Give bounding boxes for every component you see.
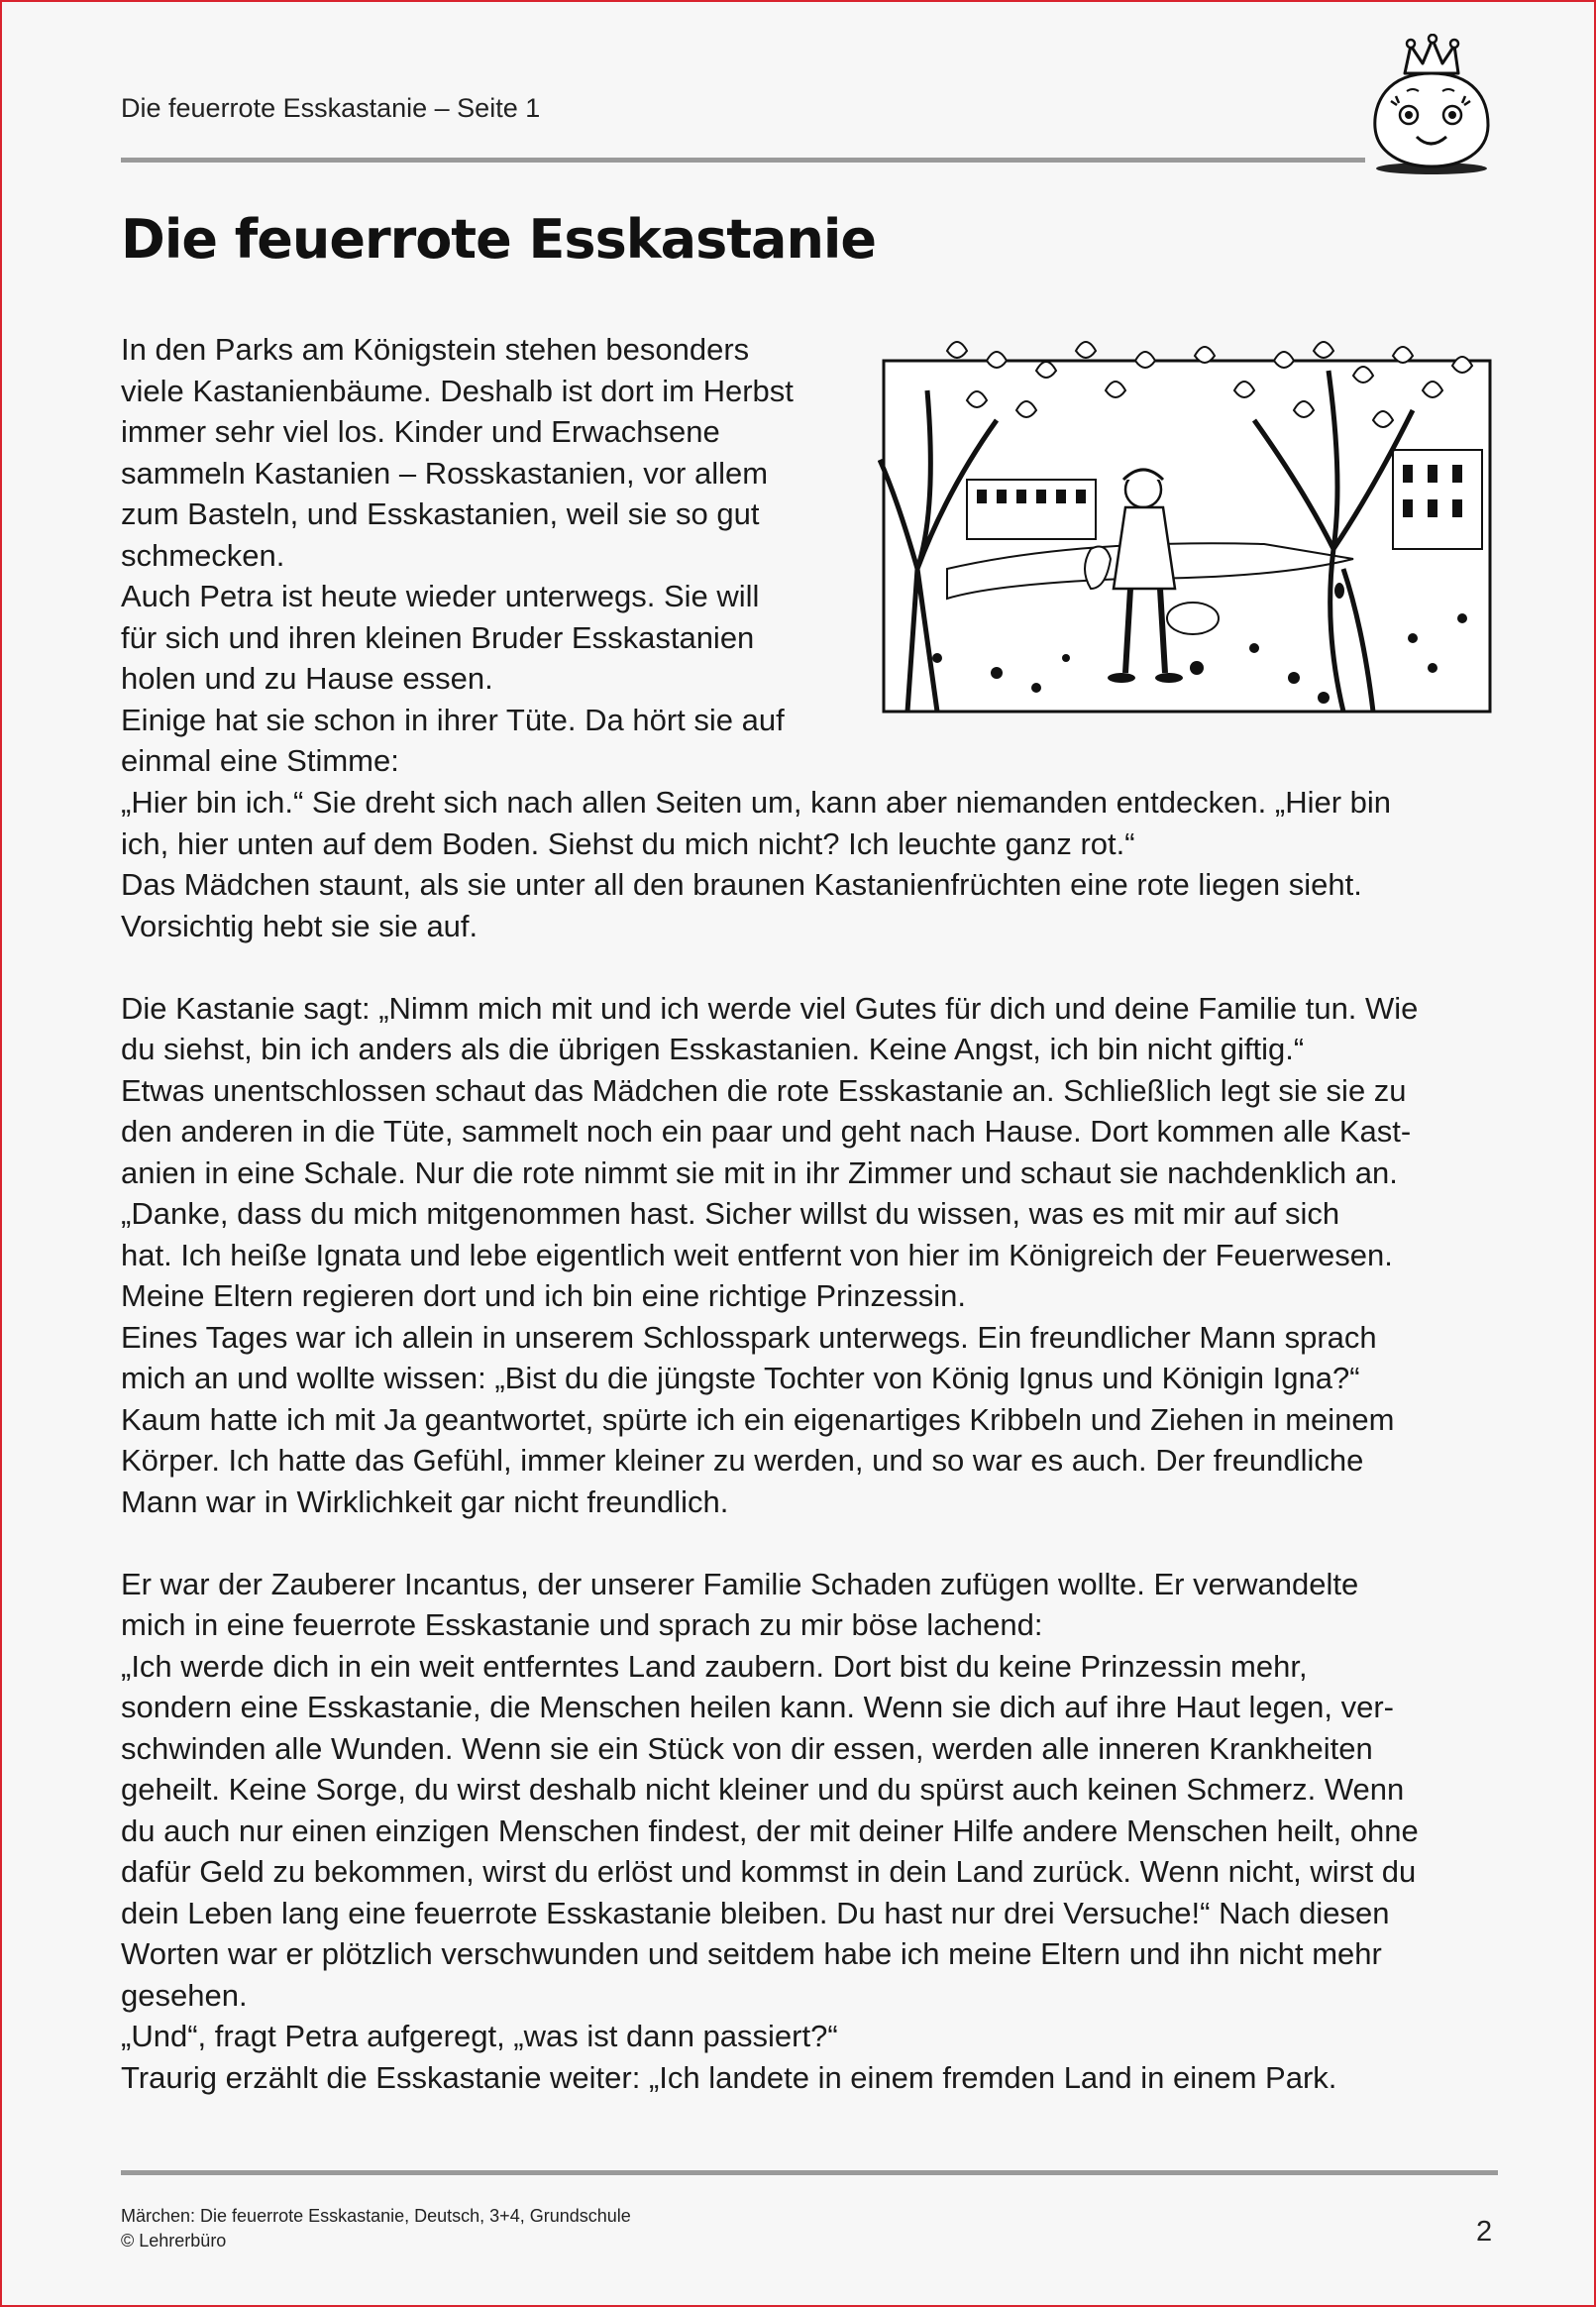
header-divider (121, 158, 1365, 163)
paragraph-gap (121, 946, 1503, 988)
footer-copyright: © Lehrerbüro (121, 2231, 227, 2251)
story-line: Das Mädchen staunt, als sie unter all den braunen Kastanienfrüchten eine rote liegen sieht. (121, 867, 1362, 902)
crowned-chestnut-icon (1367, 34, 1496, 178)
story-line: du siehst, bin ich anders als die übrigen Esskastanien. Keine Angst, ich bin nicht giftig.“ (121, 1032, 1305, 1066)
intro-line: In den Parks am Königstein stehen besonders (121, 332, 750, 367)
story-line: Kaum hatte ich mit Ja geantwortet, spürte ich ein eigenartiges Kribbeln und Ziehen in meinem (121, 1401, 1395, 1437)
story-line: sondern eine Esskastanie, die Menschen heilen kann. Wenn sie dich auf ihre Haut legen, ver- (121, 1690, 1394, 1724)
footer-divider (121, 2170, 1498, 2175)
story-line: schwinden alle Wunden. Wenn sie ein Stück von dir essen, werden alle inneren Krankheiten (121, 1730, 1373, 1766)
intro-line: sammeln Kastanien – Rosskastanien, vor allem (121, 455, 769, 491)
intro-line: Auch Petra ist heute wieder unterwegs. Sie will (121, 579, 760, 613)
intro-line: viele Kastanienbäume. Deshalb ist dort im Herbst (121, 373, 794, 408)
story-line: hat. Ich heiße Ignata und lebe eigentlich weit entfernt von hier im Königreich der Feuerwesen. (121, 1237, 1393, 1272)
intro-line: zum Basteln, und Esskastanien, weil sie so gut (121, 496, 760, 531)
story-line: Vorsichtig hebt sie sie auf. (121, 908, 479, 943)
footer-source: Märchen: Die feuerrote Esskastanie, Deutsch, 3+4, Grundschule (121, 2206, 631, 2226)
story-line: geheilt. Keine Sorge, du wirst deshalb nicht kleiner und du spürst auch keinen Schmerz. Wenn (121, 1772, 1405, 1807)
page-number: 2 (1476, 2216, 1493, 2248)
intro-line: für sich und ihren kleinen Bruder Esskastanien (121, 619, 755, 655)
intro-text (121, 329, 854, 782)
story-line: Körper. Ich hatte das Gefühl, immer kleiner zu werden, und so war es auch. Der freundliche (121, 1443, 1364, 1478)
story-line: Eines Tages war ich allein in unserem Schlosspark unterwegs. Ein freundlicher Mann sprach (121, 1319, 1377, 1355)
story-line: gesehen. (121, 1977, 248, 2013)
header-title: Die feuerrote Esskastanie – Seite 1 (121, 93, 541, 123)
story-line: mich an und wollte wissen: „Bist du die jüngste Tochter von König Ignus und Königin Igna?“ (121, 1361, 1360, 1395)
story-line: „Danke, dass du mich mitgenommen hast. Sicher willst du wissen, was es mit mir auf sich (121, 1196, 1340, 1231)
story-line: anien in eine Schale. Nur die rote nimmt sie mit in ihr Zimmer und schaut sie nachdenklich an. (121, 1154, 1398, 1190)
story-line: Etwas unentschlossen schaut das Mädchen die rote Esskastanie an. Schließlich legt sie sie zu (121, 1072, 1407, 1108)
paragraph-gap (121, 1522, 1503, 1564)
intro-line: immer sehr viel los. Kinder und Erwachsene (121, 414, 720, 449)
intro-line: Einige hat sie schon in ihrer Tüte. Da hört sie auf (121, 702, 785, 737)
story-line: ich, hier unten auf dem Boden. Siehst du mich nicht? Ich leuchte ganz rot.“ (121, 825, 1135, 861)
story-line: „Und“, fragt Petra aufgeregt, „was ist dann passiert?“ (121, 2019, 838, 2053)
story-line: Meine Eltern regieren dort und ich bin eine richtige Prinzessin. (121, 1278, 966, 1313)
story-line: „Hier bin ich.“ Sie dreht sich nach allen Seiten um, kann aber niemanden entdecken. „Hier bin (121, 785, 1392, 820)
story-line: mich in eine feuerrote Esskastanie und sprach zu mir böse lachend: (121, 1607, 1043, 1642)
intro-line: holen und zu Hause essen. (121, 661, 493, 696)
story-body (121, 782, 1503, 2098)
story-line: Die Kastanie sagt: „Nimm mich mit und ich werde viel Gutes für dich und deine Familie tun. Wie (121, 990, 1419, 1026)
story-line: Traurig erzählt die Esskastanie weiter: „Ich landete in einem fremden Land in einem Park. (121, 2059, 1337, 2095)
story-line: Worten war er plötzlich verschwunden und seitdem habe ich meine Eltern und ihn nicht mehr (121, 1936, 1382, 1971)
intro-line: schmecken. (121, 537, 285, 573)
story-line: den anderen in die Tüte, sammelt noch ein paar und geht nach Hause. Dort kommen alle Kast- (121, 1114, 1412, 1149)
story-line: Mann war in Wirklichkeit gar nicht freundlich. (121, 1483, 729, 1519)
intro-line: einmal eine Stimme: (121, 743, 399, 778)
story-title: Die feuerrote Esskastanie (121, 208, 877, 271)
story-line: du auch nur einen einzigen Menschen findest, der mit deiner Hilfe andere Menschen heilt, ohne (121, 1813, 1419, 1848)
story-line: Er war der Zauberer Incantus, der unserer Familie Schaden zufügen wollte. Er verwandelte (121, 1566, 1359, 1601)
story-line: dafür Geld zu bekommen, wirst du erlöst und kommst in dein Land zurück. Wenn nicht, wirst du (121, 1854, 1417, 1889)
story-line: „Ich werde dich in ein weit entferntes Land zaubern. Dort bist du keine Prinzessin mehr, (121, 1648, 1308, 1684)
park-scene-illustration (878, 331, 1494, 715)
story-line: dein Leben lang eine feuerrote Esskastanie bleiben. Du hast nur drei Versuche!“ Nach diesen (121, 1895, 1390, 1930)
